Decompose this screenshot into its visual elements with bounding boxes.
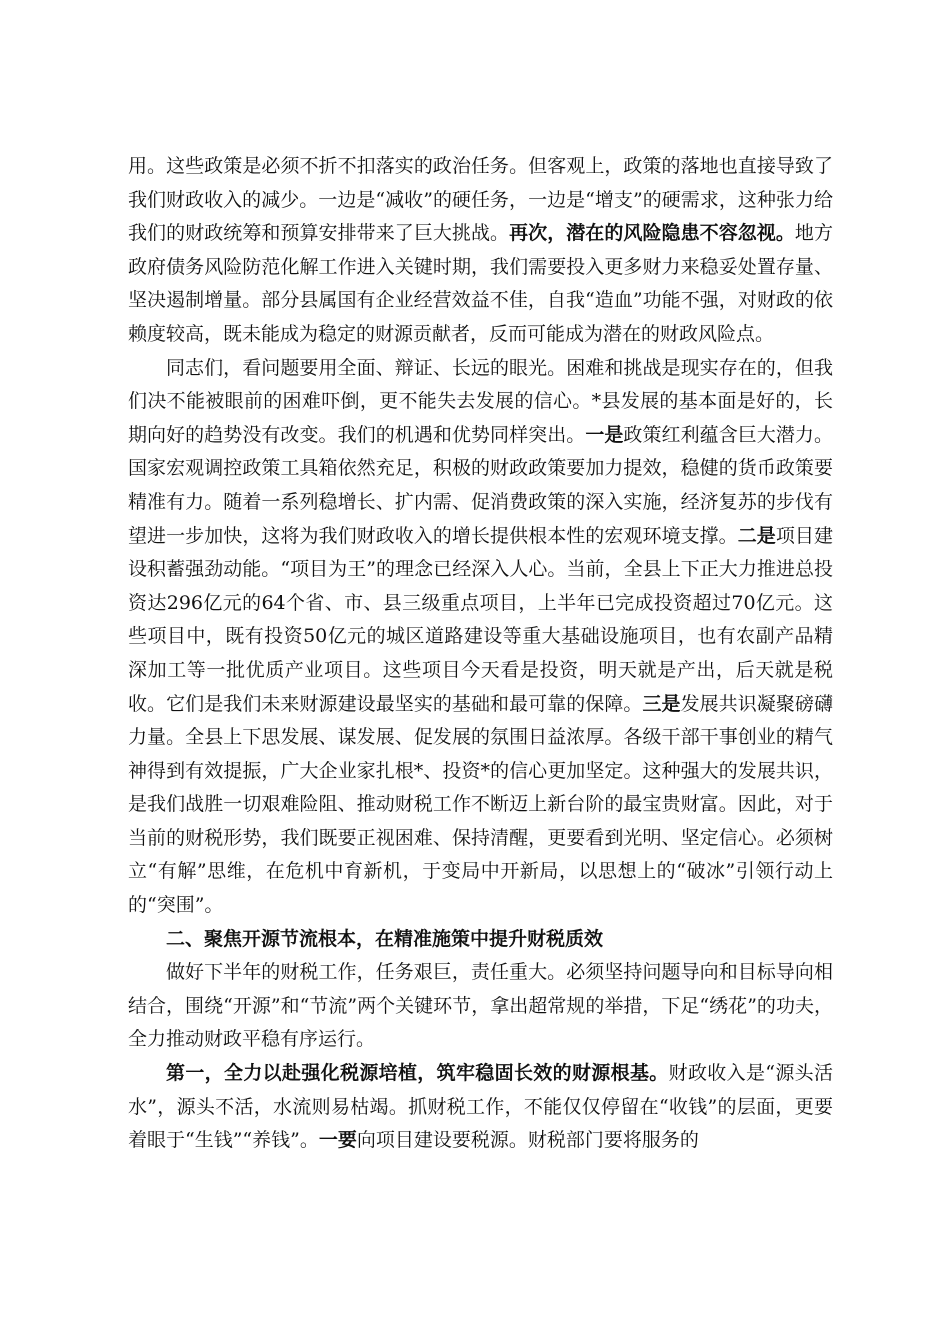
bold-phrase: 一要 [318, 1129, 357, 1152]
paragraph-risks [128, 150, 833, 352]
section-heading: 二、聚焦开源节流根本，在精准施策中提升财税质效 [166, 927, 604, 950]
paragraph-text: 用。这些政策是必须不折不扣落实的政治任务。但客观上，政策的落地也直接导致了我们财政收入的减少。一边是“减收”的硬任务，一边是“增支”的硬需求，这种张力给我们的财政统筹和预算安排带来了巨大挑战。 [128, 155, 833, 245]
paragraph-text: 同志们，看问题要用全面、辩证、长远的眼光。困难和挑战是现实存在的，但我们决不能被眼前的困难吓倒，更不能失去发展的信心。*县发展的基本面是好的，长期向好的趋势没有改变。我们的机遇和优势同样突出。 [128, 356, 833, 446]
document-page [128, 150, 833, 1158]
paragraph-text: 地方政府债务风险防范化解工作进入关键时期，我们需要投入更多财力来稳妥处置存量、坚决遏制增量。部分县属国有企业经营效益不佳，自我“造血”功能不强，对财政的依赖度较高，既未能成为稳定的财源贡献者，反而可能成为潜在的财政风险点。 [128, 222, 833, 345]
paragraph-text: 项目建设积蓄强劲动能。“项目为王”的理念已经深入人心。当前，全县上下正大力推进总投资达296亿元的64个省、市、县三级重点项目，上半年已完成投资超过70亿元。这些项目中，既有投资50亿元的城区道路建设等重大基础设施项目，也有农副产品精深加工等一批优质产业项目。这些项目今天看是投资，明天就是产出，后天就是税收。它们是我们未来财源建设最坚实的基础和最可靠的保障。 [128, 524, 833, 715]
bold-phrase: 一是 [585, 423, 624, 446]
bold-phrase: 二是 [737, 524, 776, 547]
paragraph-opportunities [128, 352, 833, 923]
paragraph-text: 财政收入是“源头活水”，源头不活，水流则易枯竭。抓财税工作，不能仅仅停留在“收钱”的层面，更要着眼于“生钱”“养钱”。 [128, 1062, 833, 1152]
bold-phrase: 再次，潜在的风险隐患不容忽视。 [509, 222, 795, 245]
bold-phrase: 三是 [642, 692, 681, 715]
paragraph-intro: 做好下半年的财税工作，任务艰巨，责任重大。必须坚持问题导向和目标导向相结合，围绕“开源”和“节流”两个关键环节，拿出超常规的举措，下足“绣花”的功夫，全力推动财政平稳有序运行。 [128, 961, 833, 1051]
paragraph-text: 发展共识凝聚磅礴力量。全县上下思发展、谋发展、促发展的氛围日益浓厚。各级干部干事创业的精气神得到有效提振，广大企业家扎根*、投资*的信心更加坚定。这种强大的发展共识，是我们战胜一切艰难险阻、推动财税工作不断迈上新台阶的最宝贵财富。因此，对于当前的财税形势，我们既要正视困难、保持清醒，更要看到光明、坚定信心。必须树立“有解”思维，在危机中育新机，于变局中开新局，以思想上的“破冰”引领行动上的“突围”。 [128, 692, 833, 917]
paragraph-tax-source [128, 1057, 833, 1158]
bold-phrase: 第一，全力以赴强化税源培植，筑牢稳固长效的财源根基。 [166, 1062, 669, 1085]
paragraph-text: 向项目建设要税源。财税部门要将服务的 [356, 1129, 699, 1152]
paragraph-text: 政策红利蕴含巨大潜力。国家宏观调控政策工具箱依然充足，积极的财政政策要加力提效，稳健的货币政策要精准有力。随着一系列稳增长、扩内需、促消费政策的深入实施，经济复苏的步伐有望进一步加快，这将为我们财政收入的增长提供根本性的宏观环境支撑。 [128, 423, 833, 547]
